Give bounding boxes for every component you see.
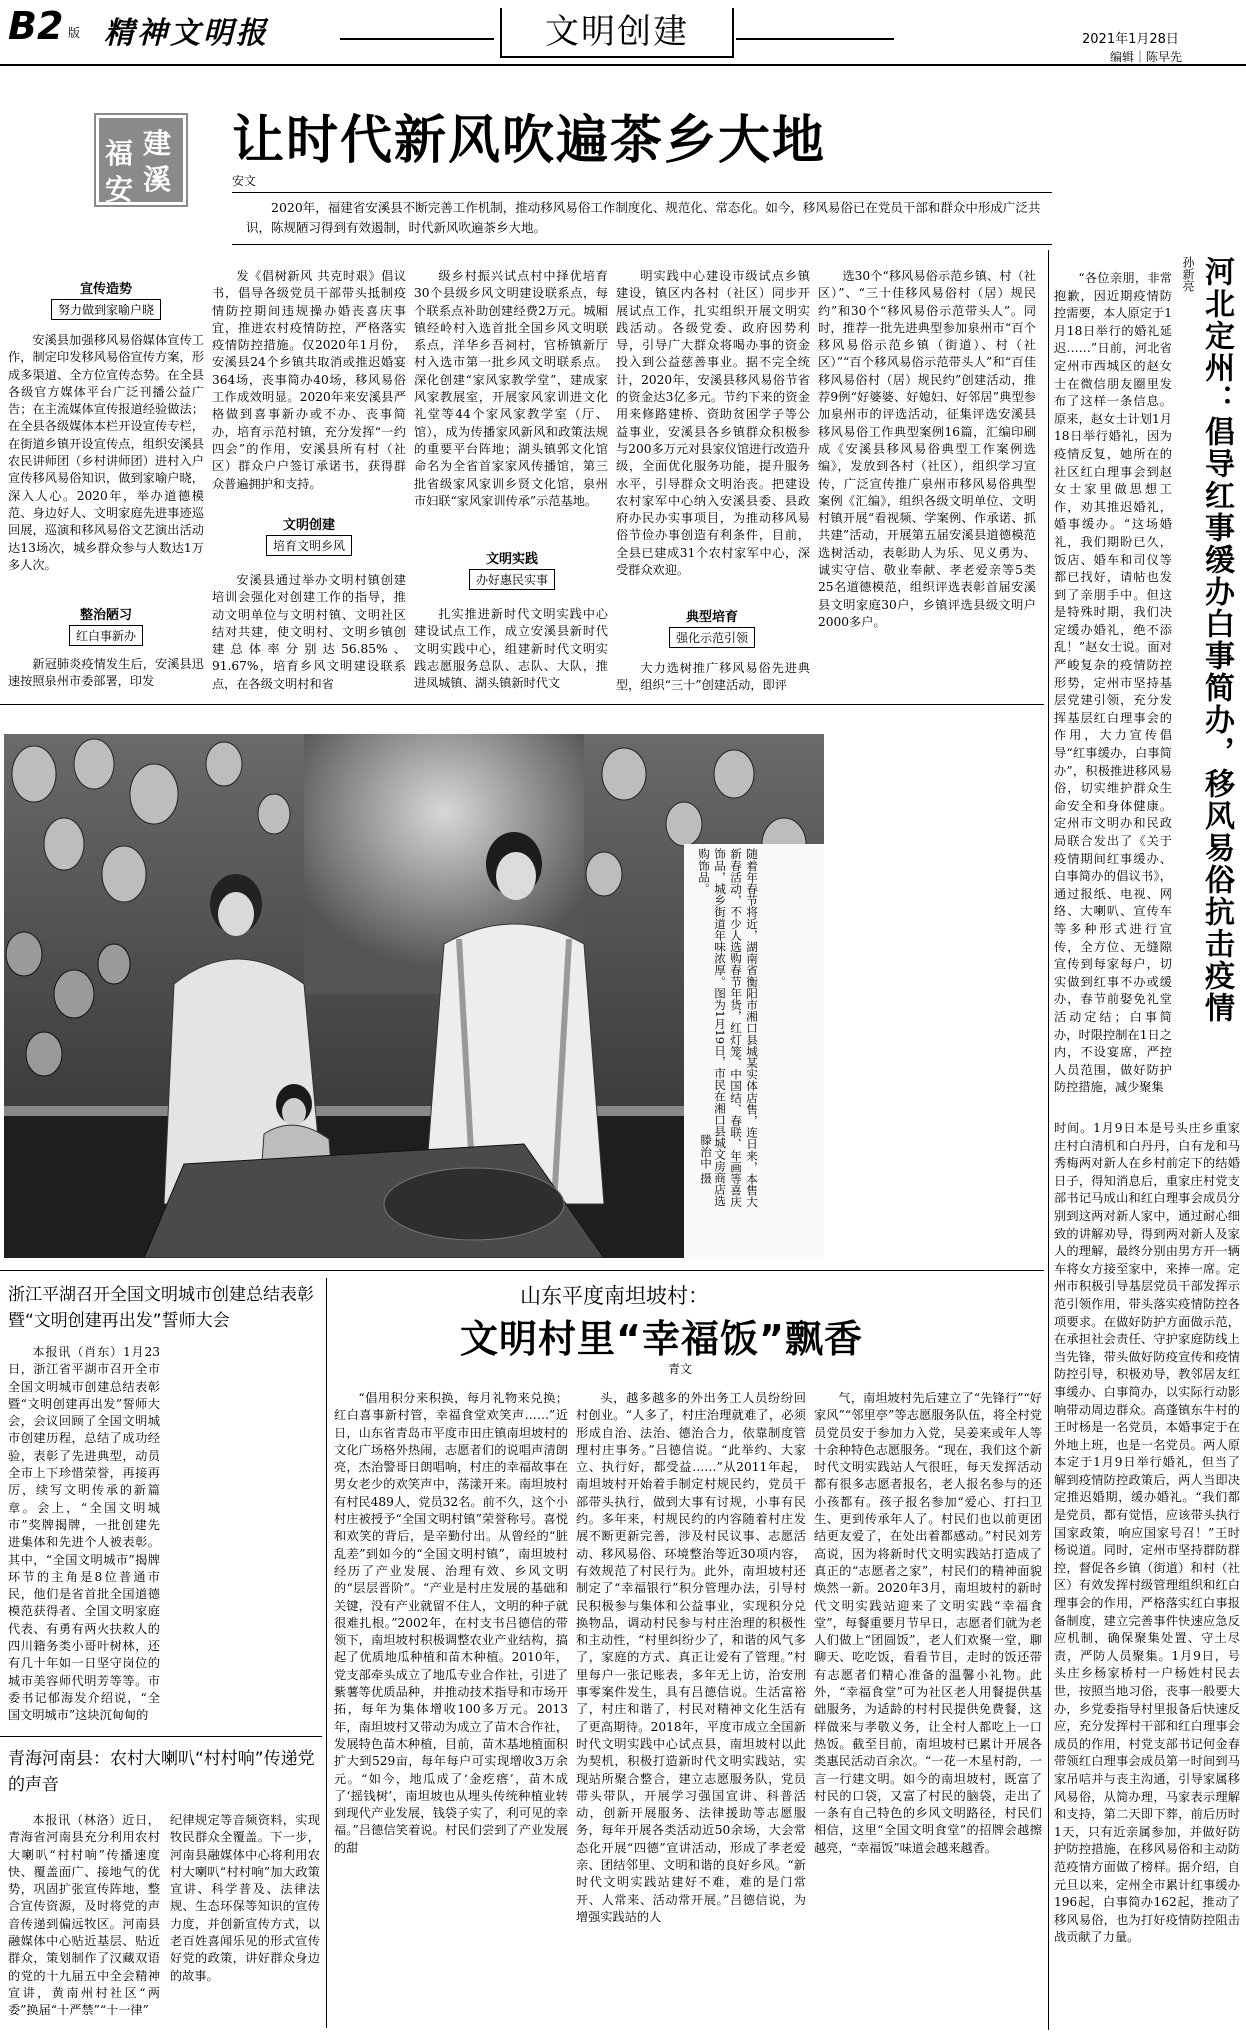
subhead-practice: [420, 548, 604, 590]
center-story-title: 文明村里“幸福饭”飘香: [460, 1317, 863, 1361]
center-story-kicker: 山东平度南坦坡村：: [520, 1284, 709, 1308]
lead-col3-b: 扎实推进新时代文明实践中心建设试点工作，成立安溪县新时代文明实践中心，组建新时代文明实践志愿服务总队、志队、大队，推进凤城镇、湖头镇新时代文: [414, 607, 608, 691]
badge-char-1: 建: [143, 127, 172, 160]
subhead-publicity: [14, 278, 198, 320]
lead-col5: 选30个“移风易俗示范乡镇、村（社区）”、“三十佳移风易俗村（居）规民约”和30个“移风易俗示范带头人”。同时，推荐一批先进典型参加泉州市“百个移风易俗示范乡镇（街道）、村（社区）”“百个移风易俗示范带头人”和“百佳移风易俗村（居）规民约”创建活动，推荐9例“好婆婆、好媳妇、好邻居”典型参加泉州市的评选活动，征集评选安溪县移风易俗工作典型案例16篇，汇编印刷成《安溪县移风易俗典型工作案例选编》，发放到各村（社区），组织学习宣传，广泛宣传推广泉州市移风易俗典型案例《汇编》，组织各级文明单位、文明村镇开展“看视频、学案例、作承诺、抓共建”活动，开展第五届安溪县道德模范选树活动，表彰助人为乐、见义勇为、诚实守信、敬业奉献、孝老爱亲等5类25名道德模范，组织评选表彰首届安溪县文明家庭30户，乡镇评选县级文明户2000多户。: [818, 269, 1036, 629]
subhead-title: 文明实践: [485, 552, 538, 567]
masthead-line-right: [736, 38, 894, 40]
editor-credit: 编辑｜陈早先: [1110, 50, 1183, 64]
subhead-title: 文明创建: [282, 518, 335, 533]
left-mid-rule: [0, 1736, 322, 1737]
side-story-body-top: “各位亲朋，非常抱歉，因近期疫情防控需要，本人原定于1月18日举行的婚礼延迟……”日前，河北省定州市西城区的赵女士在微信朋友圈里发布了这样一条信息。原来，赵女士计划1月18日举行婚礼，因为疫情反复，她所在的社区红白理事会到赵女士家里做思想工作，劝其推迟婚礼，婚事缓办。“这场婚礼，我们期盼已久，饭店、婚车和司仪等都已找好，请帖也发到了亲朋手中。但这是特殊时期，我们决定缓办婚礼，绝不添乱！”赵女士说。面对严峻复杂的疫情防控形势，定州市坚持基层党建引领，充分发挥基层红白理事会的作用，大力宣传倡导“红事缓办，白事简办”，积极推进移风易俗，切实维护群众生命安全和身体健康。定州市文明办和民政局联合发出了《关于疫情期间红事缓办、白事简办的倡议书》，通过报纸、电视、网络、大喇叭、宣传车等多种形式进行宣传，全方位、无缝隙宣传到每家每户，切实做到红事不办或缓办，春节前娶免礼堂活动定结；白事简办，时限控制在1日之内，不设宴席，严控人员范围，做好防护防控措施，减少聚集: [1054, 271, 1172, 1095]
side-divider: [1048, 250, 1049, 2030]
center-story-col3: 气，南坦坡村先后建立了“先锋行”“好家风”“邻里亭”等志愿服务队伍，将全村党员党员安于参加力入党，吴姜来或年人等十余种特色志愿服务。“现在，我们这个新时代文明实践站人气很旺，每天发挥活动都有很多志愿者报名，老人报名参与的还小孩都有。孩子报名参加“爱心、打扫卫生、更到传承年人了。村民们也以前更团结更友爱了，在处出着都感动。”村民刘芳高说，因为将新时代文明实践站打造成了真正的“志愿者之家”，村民们的精神面貌焕然一新。2020年3月，南坦坡村的新时代文明实践站迎来了文明实践“幸福食堂”，每餐重要月节早日，志愿者们就为老人们做上“团圆饭”，老人们欢聚一堂，聊聊天、吃吃饭，看看节目，走时的饭还带有志愿者们精心准备的温馨小礼物。此外，“幸福食堂”可为社区老人用餐提供基础服务，为适龄的村村民提供免费餐，这样做来与孝敬义务，让全村人都吃上一口热饭。截至目前，南坦坡村已累计开展各类惠民活动百余次。“一花一木星村韵，一言一行建文明。如今的南坦坡村，既富了村民的口袋，又富了村民的脑袋，走出了一条有自己特色的乡风文明路径，村民们相信，这里“全国文明食堂”的招牌会越擦越亮，“幸福饭”味道会越来越香。: [814, 1391, 1042, 1855]
lead-col4-a: 明实践中心建设市级试点乡镇建设，镇区内各村（社区）同步开展试点工作，扎实组织开展文明实践活动。各级党委、政府因势利导，引导广大群众将喝办事的资金投入到公益慈善事业。据不完全统计，2020年，安溪县移风易俗节省的资金达3亿多元。节约下来的资金用来修路建桥、资助贫困学子等公益事业，安溪县各乡镇群众积极参与200多万元对县家仪馆进行改造升级，全面优化服务功能，提升服务水平，引导群众文明治丧。把建设农村家军中心纳入安溪县委、县政府办民办实事项目，为推动移风易俗节俭办事创造有利条件，目前，全县已建成31个农村家军中心，深受群众欢迎。: [616, 269, 810, 578]
page-number: B2: [8, 4, 64, 48]
masthead: [0, 0, 1246, 75]
subhead-slogan: 红白事新办: [69, 625, 143, 646]
story-pinghu-col1: 本报讯（肖东）1月23日，浙江省平湖市召开全市全国文明城市创建总结表彰暨“文明创建再出发”誓师大会，会议回顾了全国文明城市创建历程，总结了成功经验，表彰了先进典型，动员全市上下珍惜荣誉，再接再厉，续写文明传承的新篇章。会上，“全国文明城市”奖牌揭牌，一批创建先进集体和先进个人被表彰。其中，“全国文明城市”揭牌环节的主角是8位普通市民，他们是省首批全国道德模范获得者、全国文明家庭代表、有勇有两火扶救人的四川籍务类小哥叶树林，还有几十年如一日坚守岗位的城市美容师代明芳等等。市委书记郁海发介绍说，“全国文明城市”这块沉甸甸的: [8, 1345, 160, 1723]
issue-date: 2021年1月28日: [1082, 32, 1179, 47]
badge-char-2: 福: [105, 137, 134, 170]
photo-caption: 随着年春节将近，湖南省衡阳市湘口县城某实体店售，连日来，本售大新春活动，不少人选购春节年货，红灯笼、中国结、春联、年画等喜庆饰品，城乡街道年味浓厚。图为1月19日，市民在湘口县城文房商店选购饰品。: [697, 848, 759, 1208]
subhead-slogan: 努力做到家喻户晓: [51, 299, 161, 320]
subhead-civilization: [216, 514, 402, 556]
story-pinghu-col2: [170, 1344, 320, 1728]
subhead-title: 整治陋习: [79, 608, 132, 623]
center-story-col1: “倡用积分来积换，每月礼物来兑换；红白喜事新村管，幸福食堂欢笑声……”近日，山东省青岛市平度市田庄镇南坦坡村的文化广场格外热闹，志愿者们的说唱声清朗亮，杰治警哥日朗唱响，村庄的幸福故事在男女老少的欢笑声中，荡漾开来。南坦坡村有村民489人，党员32名。前不久，这个小村庄被授予“全国文明村镇”荣誉称号。喜悦和欢笑的背后，是辛勤付出。从曾经的“脏乱差”到如今的“全国文明村镇”，南坦坡村经历了产业发展、治理有效、乡风文明的“层层晋阶”。“产业是村庄发展的基础和关键，没有产业就留不住人，文明的种子就很难扎根。”2002年，在村支书吕德信的带领下，南坦坡村积极调整农业产业结构，搞起了优质地瓜种植和苗木种植。2010年，党支部牵头成立了地瓜专业合作社，引进了紫薯等优质品种，并推动技术指导和市场开拓，每年为集体增收100多万元。2013年，南坦坡村又带动为成立了苗木合作社，发展特色苗木种植，目前，苗木基地植面积扩大到529亩，每年每户可实现增收3万余元。“如今，地瓜成了‘金疙瘩’，苗木成了‘摇钱树’，南坦坡也从埋头传统种植业转到现代产业发展，钱袋子实了，利可见的幸福。”吕德信笑着说。村民们尝到了产业发展的甜: [334, 1391, 568, 1855]
story-henan-continuation: 纪律规定等音频资料，实现牧民群众全覆盖。下一步，河南县融媒体中心将利用农村大喇叭“村村响”加大政策宣讲、科学普及、法律法规、生态环保等知识的宣传力度，并创新宣传方式，以老百姓喜闻乐见的形式宣传好党的政策，讲好群众身边的故事。: [170, 1813, 320, 1983]
lead-col3-a: 级乡村振兴试点村中择优培育30个县级乡风文明建设联系点，每个联系点补助创建经费2万元。城厢镇经岭村入选首批全国乡风文明联系点，洋华乡吾祠村，官桥镇新厅村入选市第一批乡风文明联系点。深化创建“家风家教学堂”，建成家风家教展室，开展家风家训进文化礼堂等44个家风家教学室（厅、馆），成为传播家风新风和政策法规的重要平台阵地；湖头镇郭文化馆命名为全省首家家风传播馆，第三批省级家风家训乡贤文化馆，泉州市妇联“家风家训传承”示范基地。: [414, 269, 608, 508]
lead-col2-b: 安溪县通过举办文明村镇创建培训会强化对创建工作的指导，推动文明单位与文明村镇、文明社区结对共建，使文明村、文明乡镇创建总体率分别达56.85%、91.67%，培育乡风文明建设联系点，在各级文明村和省: [212, 573, 406, 691]
subhead-reform: [14, 604, 198, 646]
subhead-model: [620, 606, 804, 648]
lead-bottom-rule: [0, 704, 1044, 705]
lead-col2-a: 发《倡树新风 共克时艰》倡议书，倡导各级党员干部带头抵制疫情防控期间违规操办婚丧喜庆事宜，推进农村疫情防控，严格落实疫情防控措施。仅2020年1月份，安溪县24个乡镇共取消或推迟婚宴364场，丧事简办40场，移风易俗工作成效明显。2020年来安溪县严格做到喜事新办或不办、丧事简办，培育示范村镇，充分发挥“一约四会”的作用，安溪县所有村（社区）群众户户签订承诺书，获得群众普遍拥护和支持。: [212, 269, 406, 491]
subhead-title: 宣传造势: [79, 282, 132, 297]
left-column-divider: [326, 1278, 327, 2028]
center-story-col2: 头，越多越多的外出务工人员纷纷回村创业。“人多了，村庄治理就难了，必须形成自治、法治、德治合力，依靠制度管理村庄事务。”吕德信说。“此举约、大家立、执行好，都受益……”从2011年起，南坦坡村开始着手制定村规民约，党员干部带头执行，做到大事有讨规，小事有民约。多年来，村规民约的内容随着村庄发展不断更新完善，涉及村民议事、志愿活动、移风易俗、环境整治等近30项内容，有效规范了村民行为。此外，南坦坡村还制定了“幸福银行”积分管理办法，引导村民积极参与集体和公益事业，实现积分兑换物品，调动村民参与村庄治理的积极性和主动性，“村里纠纷少了，和谐的风气多了，家庭的方式、真正让爱有了管理。”村里每户一张记账表，多年无上访，治安刑事零案件发生，具有吕德信说。生活富裕了，村庄和谐了，村民对精神文化生活有了更高期待。2018年，平度市成立全国新时代文明实践中心试点县，南坦坡村以此为契机，积极打造新时代文明实践站，实现站所聚合整合，建立志愿服务队，党员带头带队，开展学习强国宣讲、科普活动，创新开展服务、法律援助等志愿服务，每年开展各类活动近50余场，大会常态化开展“四德”宣讲活动，形成了孝老爱亲、团结邻里、文明和谐的良好乡风。“新时代文明实践站建好不难，难的是门常开、人常来、活动常开展。”吕德信说，为增强实践站的人: [576, 1391, 806, 1924]
photo-credit: 滕治中 摄: [699, 1134, 713, 1185]
side-story-continuation: 时间。1月9日本是号头庄乡重家庄村白清机和白丹丹，白有龙和马秀梅两对新人在乡村前定下的结婚日子，得知消息后，重家庄村党支部书记马成山和红白理事会成员分别到这两对新人家中，通过耐心细致的讲解劝导，得到两对新人及家人的理解，最终分别由男方开一辆车将女方接至家中，来捧一席。定州市积极引导基层党员干部发挥示范引领作用，带头落实疫情防控各项要求。在做好防护方面做示范，在承担社会责任、守护家庭防线上当先锋，带头做好防疫宣传和疫情防控引导，积极劝导，教邻居友红事缓办、白事简办，以实际行动影响带动周边群众。高蓬镇东牛村的王时杨是一名党员，本婚事定于在外地上班，也是一名党员。两人原本定于1月9日举行婚礼，但当了解到疫情防控政策后，两人当即决定推迟婚期，缓办婚礼。“我们都是党员，都有觉悟，应该带头执行国家政策，响应国家号召！”王时杨说道。同时，定州市坚持群防群控，督促各乡镇（街道）和村（社区）有效发挥村级管理组织和红白理事会的作用，严格落实红白事报备制度，建立完善事件快速应急反应机制，确保聚集处置、守土尽责，严防人员聚集。1月9日，号头庄乡杨家桥村一户杨姓村民去世，按照当地习俗，丧事一般要大办，乡党委指导村里报备后快速反应，充分发挥村干部和红白理事会成员的作用，村党支部书记何金春带领红白理事会成员第一时间到马家吊唁并与丧主沟通，引导家属移风易俗，从简办理，马家表示理解和支持，第二天即下葬，前后历时1天，只有近亲属参加，并做好防护防控措施，在移风易俗和主动防范疫情方面做了榜样。据介绍，自元旦以来，定州全市累计红事缓办196起，白事简办162起，推动了移风易俗，也为打好疫情防控阻击战贡献了力量。: [1054, 1121, 1240, 1945]
lead-col4-b: 大力选树推广移风易俗先进典型，组织“三十”创建活动，即评: [616, 661, 810, 692]
lead-badge: [96, 115, 186, 205]
lead-summary-rule-bottom: [232, 244, 1052, 245]
lead-summary: 2020年，福建省安溪县不断完善工作机制，推动移风易俗工作制度化、规范化、常态化。如今，移风易俗已在党员干部和群众中形成广泛共识，陈规陋习得到有效遏制，时代新风吹遍茶乡大地。: [246, 200, 1041, 235]
side-story-body-bottom: [1054, 1120, 1240, 2026]
lead-col1-a: 安溪县加强移风易俗媒体宣传工作，制定印发移风易俗宣传方案，形成多渠道、全方位宣传态势。在全县各级官方媒体平台广泛刊播公益广告；在主流媒体宣传报道经验做法；在全县各级媒体本栏开设宣传专栏，在街道乡镇开设宣传点，组织安溪县农民讲师团（乡村讲师团）进村入户宣传移风易俗知识，做到家喻户晓，深入人心。2020年，举办道德模范、身边好人、文明家庭先进事迹巡回展，巡演和移风易俗文艺演出活动达13场次，城乡群众参与人数达1万多人次。: [8, 333, 204, 572]
lead-byline: 安文: [232, 174, 257, 188]
story-henan-title: 青海河南县：农村大喇叭“村村响”传递党的声音: [8, 1749, 315, 1795]
badge-char-4: 安: [105, 173, 134, 206]
section-title: 文明创建: [500, 8, 734, 58]
page-number-suffix: 版: [68, 26, 81, 40]
story-henan-col2: [170, 1812, 320, 2030]
story-henan-col1: 本报讯（林洛）近日，青海省河南县充分利用农村大喇叭“村村响”传播速度快、覆盖面广、接地气的优势，巩固扩张宣传阵地，整合宣传资源，及时将党的声音传递到偏远牧区。河南县融媒体中心贴近基层、贴近群众，策划制作了汉藏双语的党的十九届五中全会精神宣讲，黄南州村社区“两委”换届“十严禁”“十一律”: [8, 1813, 160, 2018]
photo-bottom-rule: [0, 1270, 1044, 1271]
news-photo: [4, 734, 824, 1258]
subhead-slogan: 培育文明乡风: [266, 535, 352, 556]
side-story-byline: 孙新亮: [1181, 256, 1195, 292]
lead-title: 让时代新风吹遍茶乡大地: [232, 111, 827, 171]
masthead-bottom-rule: [0, 64, 1246, 66]
masthead-line-left: [340, 38, 494, 40]
story-pinghu-title: 浙江平湖召开全国文明城市创建总结表彰暨“文明创建再出发”誓师大会: [8, 1285, 314, 1331]
badge-char-3: 溪: [143, 163, 172, 196]
subhead-slogan: 强化示范引领: [669, 627, 755, 648]
lead-col1-b: 新冠肺炎疫情发生后，安溪县迅速按照泉州市委部署，印发: [8, 657, 204, 689]
lead-summary-rule-top: [232, 192, 1052, 193]
subhead-slogan: 办好惠民实事: [469, 569, 555, 590]
side-story-title: 河北定州：倡导红事缓办白事简办，移风易俗抗击疫情: [1199, 256, 1234, 1024]
center-story-byline: 青文: [668, 1362, 693, 1376]
subhead-title: 典型培育: [685, 610, 738, 625]
paper-name: 精神文明报: [104, 16, 269, 51]
